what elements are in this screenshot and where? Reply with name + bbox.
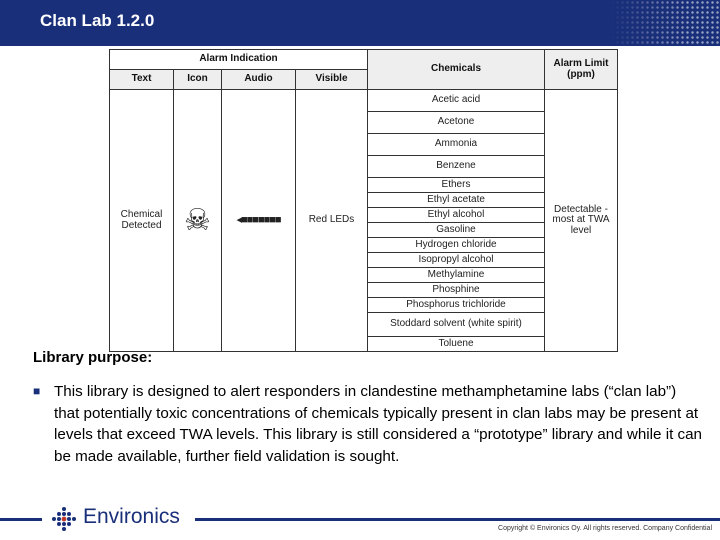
chemical-name: Gasoline	[368, 223, 545, 238]
slide-title: Clan Lab 1.2.0	[40, 11, 155, 30]
footer-rule-left	[0, 518, 42, 521]
alarm-indication-header: Alarm Indication	[110, 50, 368, 70]
alarm-limit-header: Alarm Limit (ppm)	[545, 50, 618, 90]
chemical-name: Acetic acid	[368, 90, 545, 112]
chemical-name: Phosphorus trichloride	[368, 298, 545, 313]
environics-logo-icon	[50, 505, 78, 533]
chemical-name: Methylamine	[368, 268, 545, 283]
skull-and-crossbones-icon: ☠	[184, 203, 211, 237]
alarm-visible-cell: Red LEDs	[296, 90, 368, 352]
chemical-name: Phosphine	[368, 283, 545, 298]
chemical-name: Hydrogen chloride	[368, 238, 545, 253]
chemical-name: Ethers	[368, 178, 545, 193]
chemical-name: Ethyl alcohol	[368, 208, 545, 223]
alarm-table	[109, 49, 618, 352]
alarm-limit-cell: Detectable - most at TWA level	[545, 90, 618, 352]
environics-logo-text: Environics	[83, 505, 180, 528]
icon-column-header: Icon	[174, 70, 222, 90]
chemical-name: Benzene	[368, 156, 545, 178]
library-purpose-label: Library purpose:	[33, 349, 153, 366]
text-column-header: Text	[110, 70, 174, 90]
bullet-square-icon: ■	[33, 384, 41, 398]
chemicals-header: Chemicals	[368, 50, 545, 90]
library-purpose-text: This library is designed to alert responders in clandestine methamphetamine labs (“clan lab”) that potentially toxic concentrations of chemicals typically present in clan labs may be present at levels that exceed TWA levels. This library is still considered a “prototype” library and while it can be made available, further field validation is sought.	[54, 383, 702, 465]
chemical-name: Ethyl acetate	[368, 193, 545, 208]
header-dot-pattern	[610, 0, 720, 46]
chemical-name: Isopropyl alcohol	[368, 253, 545, 268]
alarm-icon-cell	[174, 90, 222, 352]
copyright-notice: Copyright © Environics Oy. All rights reserved. Company Confidential	[498, 525, 712, 532]
audio-column-header: Audio	[222, 70, 296, 90]
chemical-name: Acetone	[368, 112, 545, 134]
footer-rule	[195, 518, 720, 521]
chemical-name: Stoddard solvent (white spirit)	[368, 313, 545, 337]
slide-header	[0, 0, 720, 46]
alarm-audio-cell	[222, 90, 296, 352]
audio-signal-icon: ◂■■■■■■■	[236, 213, 281, 226]
chemical-name: Toluene	[368, 337, 545, 352]
visible-column-header: Visible	[296, 70, 368, 90]
alarm-text-cell: Chemical Detected	[110, 90, 174, 352]
chemical-name: Ammonia	[368, 134, 545, 156]
